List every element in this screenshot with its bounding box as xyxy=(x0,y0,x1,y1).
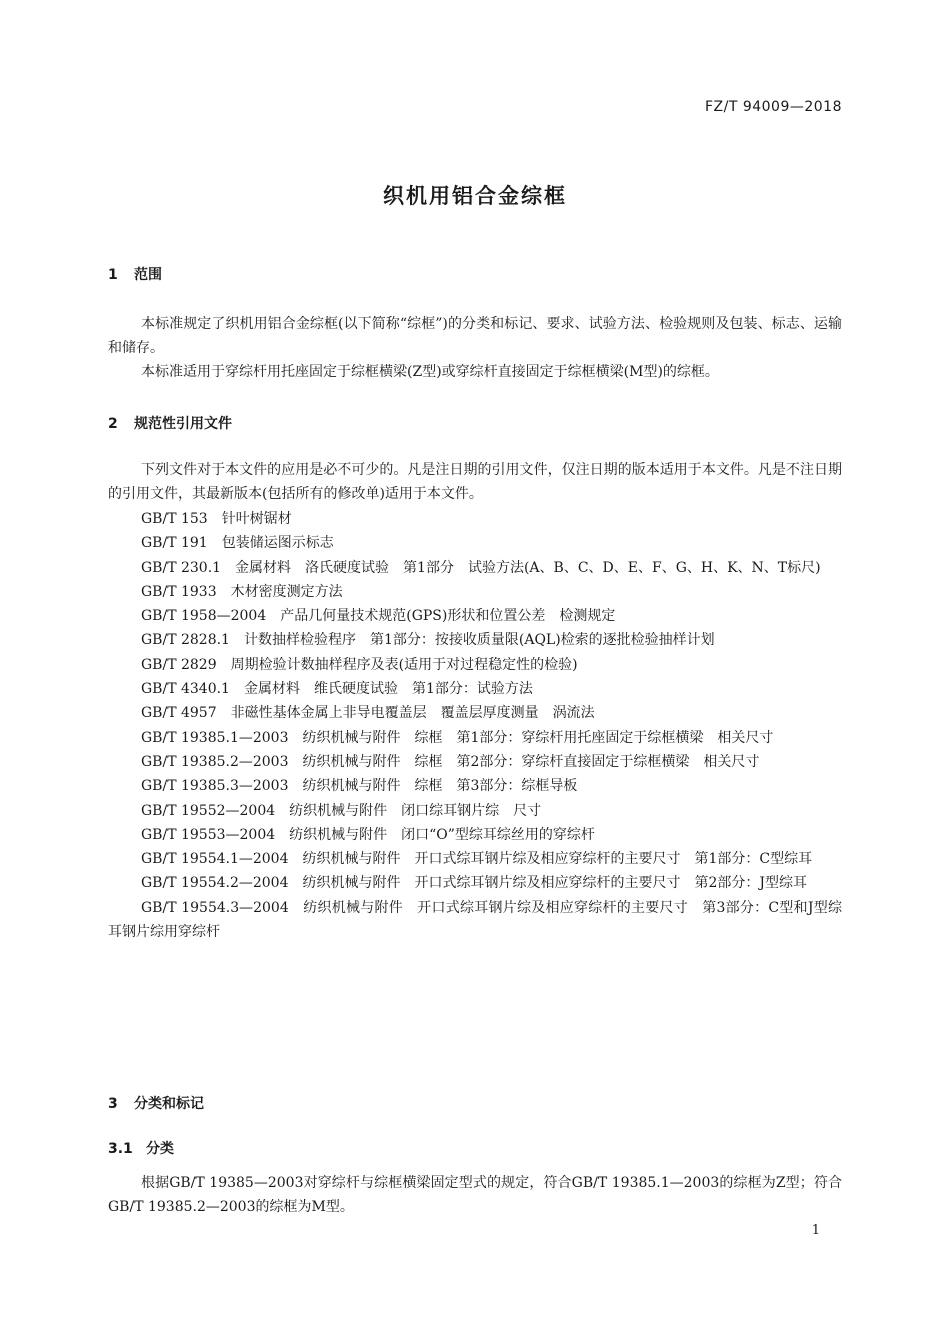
reference-item: GB/T 2828.1 计数抽样检验程序 第1部分：按接收质量限(AQL)检索的逐批检验抽样计划 xyxy=(141,632,715,649)
reference-item: GB/T 19553—2004 纺织机械与附件 闭口“O”型综耳综丝用的穿综杆 xyxy=(141,826,595,843)
reference-item: GB/T 4957 非磁性基体金属上非导电覆盖层 覆盖层厚度测量 涡流法 xyxy=(141,705,595,722)
section-number: 2 xyxy=(108,416,118,432)
subsection-3-1-paragraph: 根据GB/T 19385—2003对穿综杆与综框横梁固定型式的规定，符合GB/T 19385.1—2003的综框为Z型；符合GB/T 19385.2—2003的综框为M型。 xyxy=(108,1175,842,1215)
reference-item: GB/T 19554.2—2004 纺织机械与附件 开口式综耳钢片综及相应穿综杆的主要尺寸 第2部分：J型综耳 xyxy=(141,875,808,892)
section-1-heading xyxy=(108,264,162,284)
document-title: 织机用铝合金综框 xyxy=(383,184,567,208)
reference-item: GB/T 19552—2004 纺织机械与附件 闭口综耳钢片综 尺寸 xyxy=(141,802,542,819)
section-1-paragraph: 本标准适用于穿综杆用托座固定于综框横梁(Z型)或穿综杆直接固定于综框横梁(M型)的综框。 xyxy=(141,364,719,380)
subsection-title: 分类 xyxy=(146,1141,174,1157)
reference-item: GB/T 19554.1—2004 纺织机械与附件 开口式综耳钢片综及相应穿综杆的主要尺寸 第1部分：C型综耳 xyxy=(141,851,813,868)
section-3-heading xyxy=(108,1093,204,1113)
section-title: 分类和标记 xyxy=(134,1096,204,1112)
section-number: 1 xyxy=(108,267,118,283)
section-2-heading xyxy=(108,413,232,433)
reference-item: GB/T 191 包装储运图示标志 xyxy=(141,535,334,552)
reference-item: GB/T 2829 周期检验计数抽样程序及表(适用于对过程稳定性的检验) xyxy=(141,656,578,673)
reference-item: GB/T 19554.3—2004 纺织机械与附件 开口式综耳钢片综及相应穿综杆的主要尺寸 第3部分：C型和J型综耳钢片综用穿综杆 xyxy=(108,899,842,941)
reference-item: GB/T 230.1 金属材料 洛氏硬度试验 第1部分 试验方法(A、B、C、D、E、F、G、H、K、N、T标尺) xyxy=(141,559,821,576)
section-2-intro: 下列文件对于本文件的应用是必不可少的。凡是注日期的引用文件，仅注日期的版本适用于本文件。凡是不注日期的引用文件，其最新版本(包括所有的修改单)适用于本文件。 xyxy=(108,462,842,502)
section-title: 规范性引用文件 xyxy=(134,416,232,432)
reference-item: GB/T 1933 木材密度测定方法 xyxy=(141,583,343,600)
page-number: 1 xyxy=(811,1223,820,1238)
reference-item: GB/T 153 针叶树锯材 xyxy=(141,511,292,527)
reference-item: GB/T 4340.1 金属材料 维氏硬度试验 第1部分：试验方法 xyxy=(141,681,533,698)
reference-item: GB/T 19385.2—2003 纺织机械与附件 综框 第2部分：穿综杆直接固定于综框横梁 相关尺寸 xyxy=(141,753,760,770)
section-title: 范围 xyxy=(134,267,162,283)
section-1-paragraph: 本标准规定了织机用铝合金综框(以下简称“综框”)的分类和标记、要求、试验方法、检验规则及包装、标志、运输和储存。 xyxy=(108,316,842,356)
reference-item: GB/T 1958—2004 产品几何量技术规范(GPS)形状和位置公差 检测规定 xyxy=(141,608,616,625)
subsection-3-1-heading xyxy=(108,1138,174,1158)
reference-item: GB/T 19385.1—2003 纺织机械与附件 综框 第1部分：穿综杆用托座固定于综框横梁 相关尺寸 xyxy=(141,729,774,746)
reference-list xyxy=(108,507,842,944)
reference-item: GB/T 19385.3—2003 纺织机械与附件 综框 第3部分：综框导板 xyxy=(141,778,578,795)
subsection-number: 3.1 xyxy=(108,1141,133,1157)
section-number: 3 xyxy=(108,1096,118,1112)
standard-code: FZ/T 94009—2018 xyxy=(704,99,842,115)
